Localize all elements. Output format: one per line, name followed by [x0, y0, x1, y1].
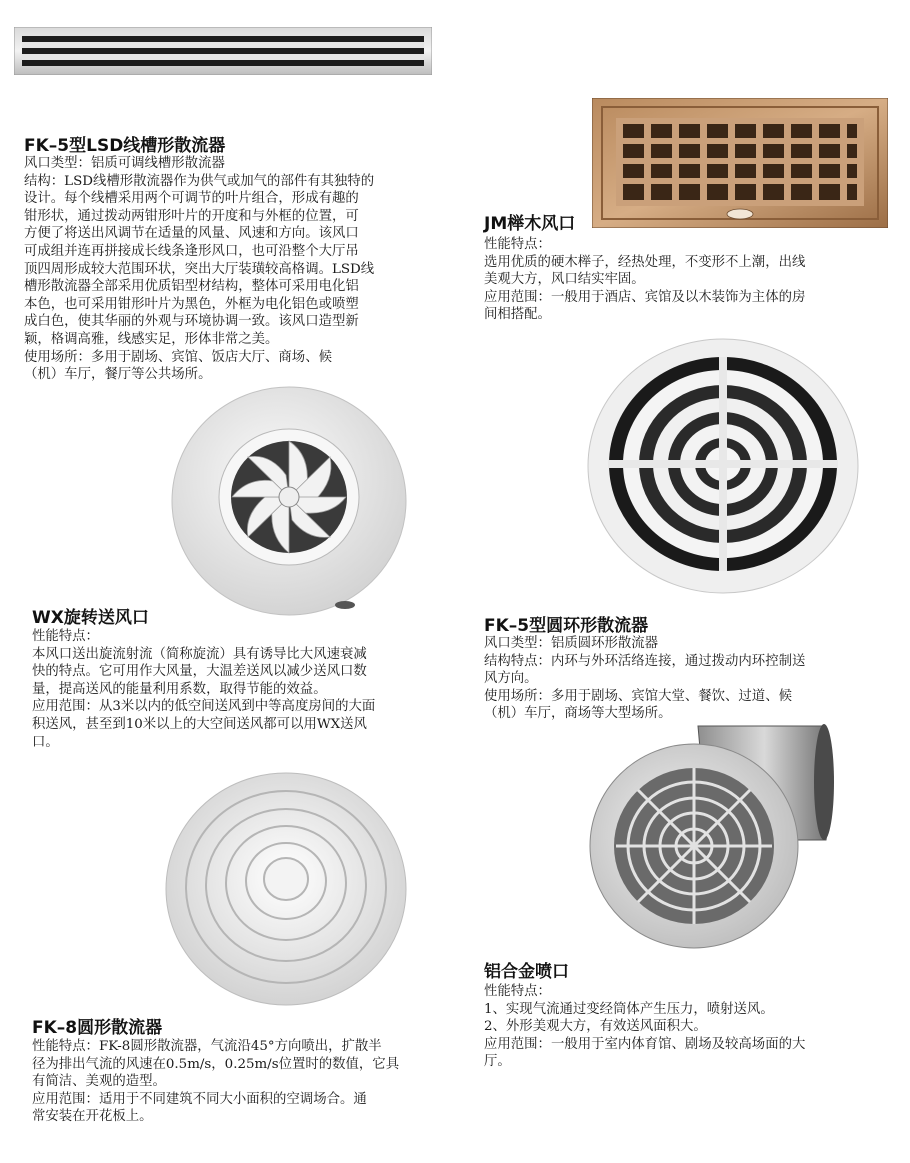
- text-line: 设计。每个线槽采用两个可调节的叶片组合，形成有趣的: [24, 191, 359, 207]
- text-line: 使用场所：多用于剧场、宾馆、饭店大厅、商场、候: [24, 349, 332, 365]
- lsd-diffuser-description: [24, 155, 454, 384]
- text-line: 有简洁、美观的造型。: [32, 1074, 166, 1090]
- text-line: 顶四周形成较大范围环状，突出大厅装璜较高格调。LSD线: [24, 261, 375, 277]
- text-line: 风口类型：铝质可调线槽形散流器: [24, 156, 225, 171]
- text-line: 结构特点：内环与外环活络连接，通过拨动内环控制送: [484, 653, 806, 669]
- text-line: 结构：LSD线槽形散流器作为供气或加气的部件有其独特的: [24, 173, 375, 189]
- lsd-diffuser-title: FK–5型LSD线槽形散流器: [24, 136, 226, 156]
- aluminum-nozzle-title: 铝合金喷口: [484, 962, 569, 982]
- text-line: 间相搭配。: [484, 307, 551, 323]
- text-line: 性能特点：FK-8圆形散流器，气流沿45°方向喷出，扩散半: [32, 1039, 382, 1054]
- text-line: 应用范围：一般用于酒店、宾馆及以木装饰为主体的房: [484, 289, 806, 305]
- wx-swirl-description: [32, 628, 452, 751]
- round-ring-diffuser-image: [586, 337, 860, 595]
- text-line: （机）车厅，餐厅等公共场所。: [24, 367, 212, 383]
- jm-wood-grille-description: [484, 236, 884, 324]
- text-line: 2、外形美观大方，有效送风面积大。: [484, 1019, 707, 1035]
- text-line: 性能特点：: [32, 629, 99, 644]
- aluminum-nozzle-image: [588, 722, 836, 950]
- text-line: 积送风，甚至到10米以上的大空间送风都可以用WX送风: [32, 716, 367, 732]
- fk5-ring-title: FK–5型圆环形散流器: [484, 616, 649, 636]
- fk8-round-title: FK–8圆形散流器: [32, 1018, 163, 1038]
- text-line: 性能特点：: [484, 984, 551, 999]
- text-line: 风方向。: [484, 671, 538, 687]
- text-line: 本风口送出旋流射流（简称旋流）具有诱导比大风速衰减: [32, 646, 367, 662]
- text-line: 美观大方，风口结实牢固。: [484, 272, 645, 288]
- text-line: 本色，也可采用钳形叶片为黑色，外框为电化铝色或喷塑: [24, 296, 359, 312]
- text-line: 径为排出气流的风速在0.5m/s，0.25m/s位置时的数值，它具: [32, 1056, 400, 1072]
- fk5-ring-description: [484, 635, 884, 723]
- aluminum-nozzle-description: [484, 983, 884, 1071]
- text-line: 方便了将送出风调节在适量的风量、风速和方向。该风口: [24, 226, 359, 242]
- text-line: 1、实现气流通过变经筒体产生压力，喷射送风。: [484, 1001, 774, 1017]
- text-line: （机）车厅，商场等大型场所。: [484, 706, 672, 722]
- text-line: 槽形散流器全部采用优质铝型材结构，整体可采用电化铝: [24, 279, 359, 295]
- text-line: 颖，格调高雅，线感实足，形体非常之美。: [24, 331, 279, 347]
- jm-wood-grille-title: JM榉木风口: [484, 214, 576, 234]
- text-line: 选用优质的硬木榉子，经热处理，不变形不上潮，出线: [484, 254, 806, 270]
- swirl-diffuser-image: [170, 385, 408, 617]
- text-line: 口。: [32, 734, 59, 750]
- round-diffuser-image: [164, 771, 408, 1007]
- text-line: 应用范围：适用于不同建筑不同大小面积的空调场合。通: [32, 1091, 367, 1107]
- text-line: 成白色，使其华丽的外观与环境协调一致。该风口造型新: [24, 314, 359, 330]
- fk8-round-description: [32, 1038, 462, 1126]
- text-line: 应用范围：一般用于室内体育馆、剧场及较高场面的大: [484, 1036, 806, 1052]
- text-line: 量，提高送风的能量利用系数，取得节能的效益。: [32, 681, 327, 697]
- text-line: 快的特点。它可用作大风量，大温差送风以减少送风口数: [32, 664, 367, 680]
- text-line: 厅。: [484, 1054, 511, 1070]
- text-line: 使用场所：多用于剧场、宾馆大堂、餐饮、过道、候: [484, 688, 792, 704]
- text-line: 应用范围：从3米以内的低空间送风到中等高度房间的大面: [32, 699, 376, 715]
- beech-wood-grille-image: [592, 98, 888, 228]
- linear-slot-diffuser-image: [14, 27, 432, 75]
- text-line: 性能特点：: [484, 237, 551, 252]
- text-line: 钳形状，通过拨动两钳形叶片的开度和与外框的位置，可: [24, 208, 359, 224]
- text-line: 常安装在开花板上。: [32, 1109, 153, 1125]
- text-line: 可成组并连再拼接成长线条逢形风口，也可沿整个大厅吊: [24, 243, 359, 259]
- wx-swirl-title: WX旋转送风口: [32, 608, 149, 628]
- text-line: 风口类型：铝质圆环形散流器: [484, 636, 659, 651]
